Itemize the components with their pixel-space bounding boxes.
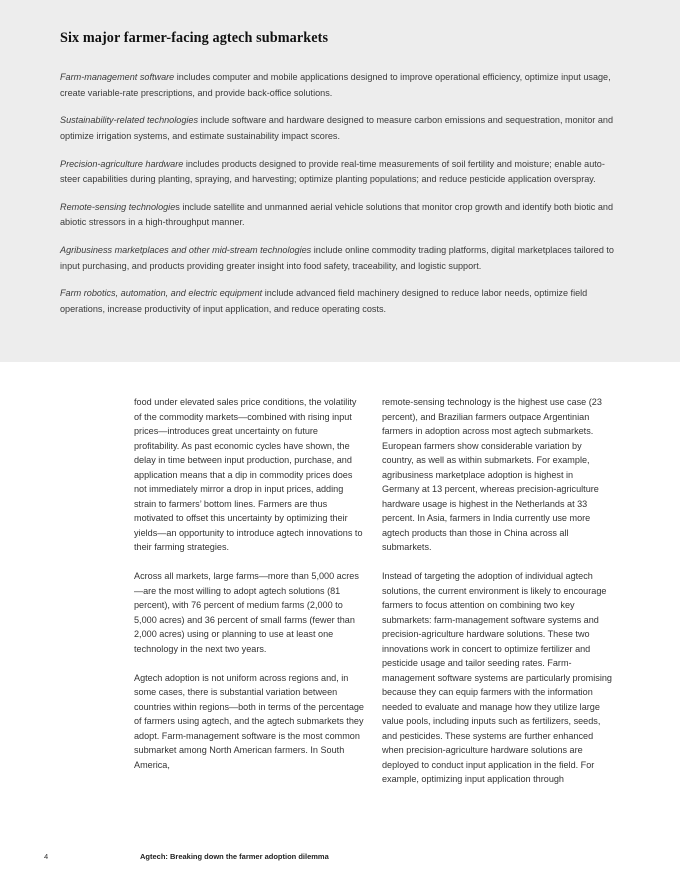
page-number: 4 [44,852,49,861]
footer-title: Agtech: Breaking down the farmer adoption dilemma [140,852,329,861]
submarket-description: includes products designed to provide real-time measurements of soil fertility and moisture; enable auto-steer capabilities during planting, spraying, and harvesting; optimize planting populations; and reduce pesticide application overspray. [60,158,605,185]
body-paragraph: food under elevated sales price conditions, the volatility of the commodity markets—combined with rising input prices—introduces great uncertainty on future profitability. As past economic cycles have shown, the delay in time between input production, purchase, and application means that a dip in commodity prices does not immediately mirror a drop in input prices, adding strain to farmers’ bottom lines. Farmers are thus motivated to offset this uncertainty by optimizing their yields—an opportunity to introduce agtech innovations to their farming strategies. [134,397,363,552]
body-paragraph: Agtech adoption is not uniform across regions and, in some cases, there is substantial variation between countries within regions—both in terms of the percentage of farmers using agtech, and the agtech submarkets they adopt. Farm-management software is the most common submarket among North American farmers. In South America, [134,672,364,770]
submarket-list [60,70,620,330]
body-paragraph: Instead of targeting the adoption of individual agtech solutions, the current environment is likely to encourage farmers to focus attention on combining two key submarkets: farm-management software systems and precision-agriculture hardware solutions. These two innovations work in concert to optimize fertilizer and pesticide usage and tailor seeding rates. Farm-management software systems are particularly promising because they can equip farmers with the information needed to evaluate and manage how they utilize large value pools, including inputs such as fertilizers, seeds, and pesticides. These systems are further enhanced when precision-agriculture hardware solutions are deployed to conduct input application in the field. For example, optimizing input application through [382,571,612,784]
submarket-description: s include satellite and unmanned aerial vehicle solutions that monitor crop growth and identify both biotic and abiotic stressors in a high-throughput manner. [60,201,614,228]
body-paragraph: Across all markets, large farms—more than 5,000 acres—are the most willing to adopt agtech solutions (81 percent), with 76 percent of medium farms (2,000 to 5,000 acres) and 36 percent of small farms (fewer than 2,000 acres) using or planning to use at least one technology in the next two years. [134,571,359,654]
submarket-description: include advanced field machinery designed to reduce labor needs, optimize field operations, increase productivity of input application, and reduce operating costs. [60,288,588,314]
submarket-term: Agribusiness marketplaces and other mid-stream technologies [60,245,312,256]
submarket-item-precision-agriculture [60,157,620,188]
submarket-term: Remote-sensing technologie [60,201,176,212]
body-column-right [382,395,612,801]
sidebar-title: Six major farmer-facing agtech submarkets [60,30,329,46]
submarket-item-remote-sensing [60,200,620,231]
submarket-term: Farm-management software [60,72,175,82]
body-column-left [134,395,364,787]
submarket-description: include software and hardware designed to measure carbon emissions and sequestration, monitor and optimize irrigation systems, and estimate sustainability impact scores. [60,115,614,141]
submarket-item-sustainability [60,113,620,144]
submarket-term: Farm robotics, automation, and electric equipment [60,288,263,299]
submarket-term: Sustainability-related technologies [60,115,199,126]
submarket-item-farm-management [60,70,620,101]
submarket-description: includes computer and mobile applications designed to improve operational efficiency, optimize input usage, create variable-rate prescriptions, and provide back-office solutions. [60,72,611,98]
sidebar-box [0,0,680,362]
submarket-term: Precision-agriculture hardware [60,158,184,169]
submarket-item-agribusiness-marketplaces [60,243,620,274]
submarket-item-farm-robotics [60,286,620,317]
submarket-description: include online commodity trading platforms, digital marketplaces tailored to input purchasing, and products providing greater insight into food safety, traceability, and logistic support. [60,245,614,271]
body-paragraph: remote-sensing technology is the highest use case (23 percent), and Brazilian farmers outpace Argentinian farmers in adoption across most agtech submarkets. European farmers show considerable variation by country, as well as within submarkets. For example, agribusiness marketplace adoption is highest in Germany at 13 percent, whereas precision-agriculture hardware usage is highest in the Netherlands at 33 percent. In Asia, farmers in India currently use more agtech products than those in China across all submarkets. [382,397,602,552]
